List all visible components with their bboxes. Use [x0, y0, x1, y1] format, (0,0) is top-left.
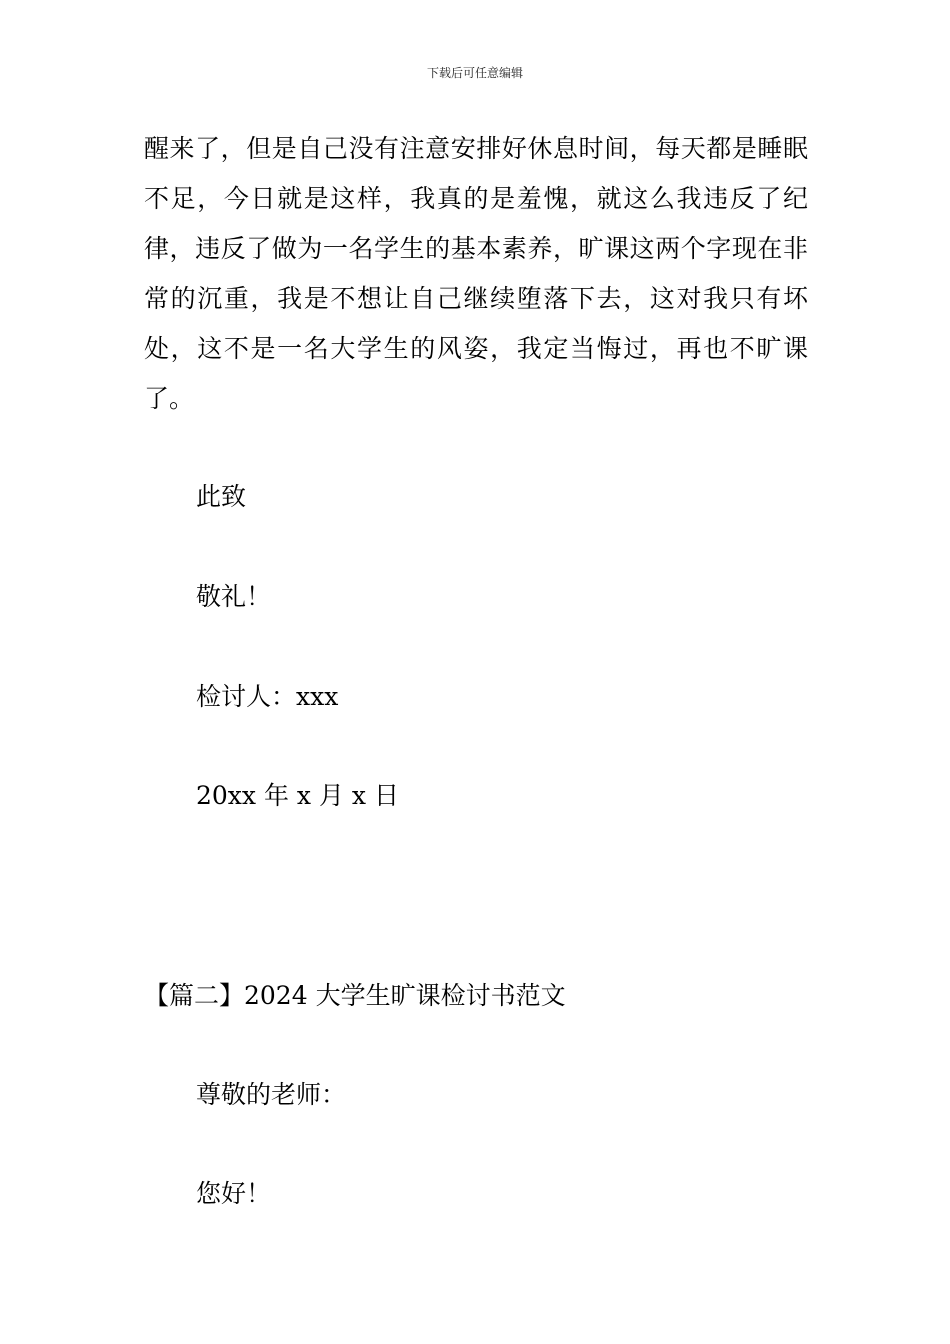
section-title: 【篇二】2024 大学生旷课检讨书范文 — [144, 981, 566, 1010]
salutation-line: 尊敬的老师： — [196, 1080, 347, 1109]
closing-line-1: 此致 — [196, 482, 247, 511]
date-line: 20xx 年 x 月 x 日 — [196, 781, 399, 810]
signer-line: 检讨人：xxx — [196, 682, 339, 711]
body-paragraph: 醒来了，但是自己没有注意安排好休息时间，每天都是睡眠不足，今日就是这样，我真的是羞愧，就这么我违反了纪律，违反了做为一名学生的基本素养，旷课这两个字现在非常的沉重，我是不想让自己继续堕落下去，这对我只有坏处，这不是一名大学生的风姿，我定当悔过，再也不旷课了。 — [144, 134, 808, 413]
greeting-line: 您好！ — [196, 1179, 272, 1208]
closing-line-2: 敬礼！ — [196, 582, 272, 611]
page-header: 下载后可任意编辑 — [426, 66, 523, 80]
